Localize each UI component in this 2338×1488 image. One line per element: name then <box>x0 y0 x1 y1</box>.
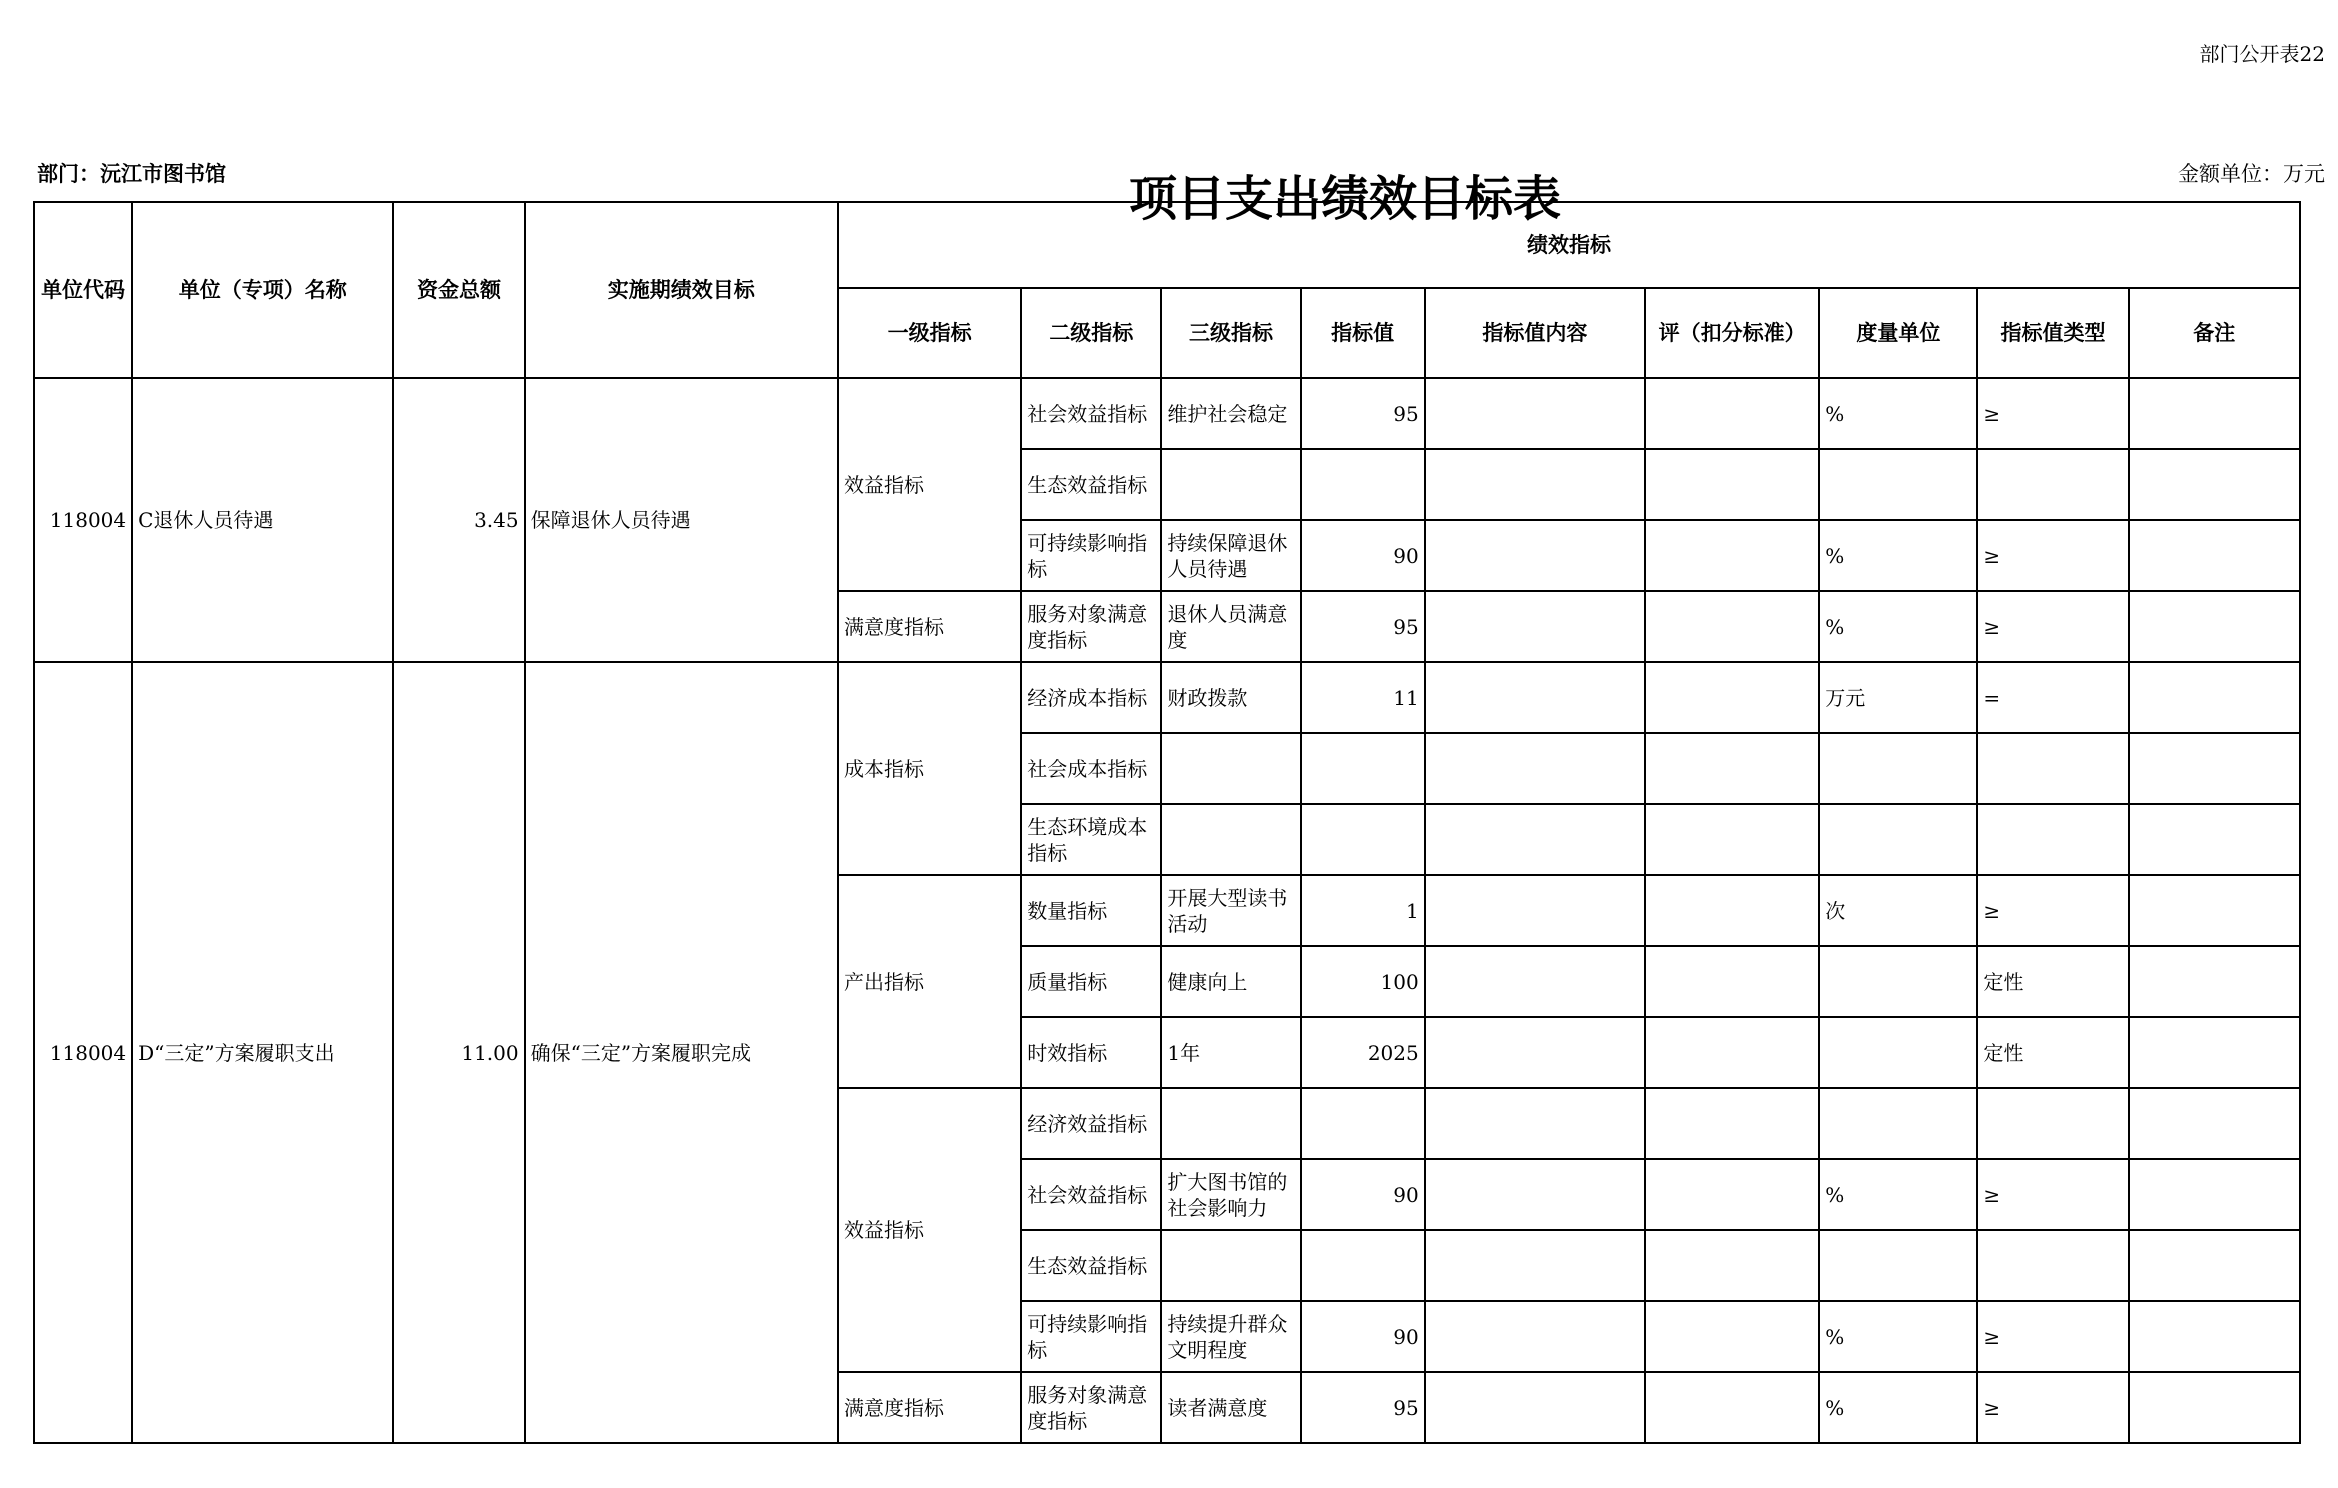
level1-cell: 产出指标 <box>838 875 1021 1088</box>
indicator-value-cell <box>1301 1088 1425 1159</box>
unit-name-cell: D“三定”方案履职支出 <box>132 662 393 1443</box>
unit-code-cell: 118004 <box>34 662 132 1443</box>
header-level1: 一级指标 <box>838 288 1021 378</box>
level2-cell: 经济成本指标 <box>1021 662 1161 733</box>
indicator-content-cell <box>1425 1372 1645 1443</box>
value-type-cell <box>1977 804 2128 875</box>
level3-cell <box>1161 733 1300 804</box>
page-title: 项目支出绩效目标表 <box>1128 171 1561 227</box>
level3-cell <box>1161 449 1300 520</box>
level3-cell <box>1161 1088 1300 1159</box>
level2-cell: 经济效益指标 <box>1021 1088 1161 1159</box>
level3-cell <box>1161 1230 1300 1301</box>
amount-unit-label: 金额单位：万元 <box>2178 162 2325 186</box>
indicator-value-cell: 2025 <box>1301 1017 1425 1088</box>
scoring-cell <box>1645 733 1819 804</box>
header-indicator-value: 指标值 <box>1301 288 1425 378</box>
header-remarks: 备注 <box>2129 288 2300 378</box>
indicator-content-cell <box>1425 1088 1645 1159</box>
value-type-cell <box>1977 733 2128 804</box>
period-goal-cell: 确保“三定”方案履职完成 <box>525 662 838 1443</box>
header-indicator-content: 指标值内容 <box>1425 288 1645 378</box>
measure-unit-cell <box>1819 1088 1977 1159</box>
indicator-content-cell <box>1425 378 1645 449</box>
measure-unit-cell <box>1819 1017 1977 1088</box>
remarks-cell <box>2129 449 2300 520</box>
table-row <box>34 662 2300 733</box>
department-label: 部门：沅江市图书馆 <box>37 162 226 186</box>
measure-unit-cell: % <box>1819 1159 1977 1230</box>
scoring-cell <box>1645 520 1819 591</box>
period-goal-cell: 保障退休人员待遇 <box>525 378 838 662</box>
level1-cell: 满意度指标 <box>838 1372 1021 1443</box>
indicator-value-cell: 1 <box>1301 875 1425 946</box>
remarks-cell <box>2129 1372 2300 1443</box>
scoring-cell <box>1645 1230 1819 1301</box>
measure-unit-cell: % <box>1819 591 1977 662</box>
header-unit-code: 单位代码 <box>34 202 132 378</box>
remarks-cell <box>2129 1017 2300 1088</box>
level1-cell: 效益指标 <box>838 1088 1021 1372</box>
measure-unit-cell <box>1819 449 1977 520</box>
indicator-value-cell <box>1301 1230 1425 1301</box>
measure-unit-cell <box>1819 733 1977 804</box>
header-value-type: 指标值类型 <box>1977 288 2128 378</box>
level3-cell: 健康向上 <box>1161 946 1300 1017</box>
level2-cell: 服务对象满意度指标 <box>1021 1372 1161 1443</box>
scoring-cell <box>1645 1017 1819 1088</box>
remarks-cell <box>2129 520 2300 591</box>
level2-cell: 社会成本指标 <box>1021 733 1161 804</box>
scoring-cell <box>1645 1088 1819 1159</box>
remarks-cell <box>2129 1301 2300 1372</box>
measure-unit-cell: % <box>1819 1301 1977 1372</box>
scoring-cell <box>1645 449 1819 520</box>
measure-unit-cell <box>1819 804 1977 875</box>
remarks-cell <box>2129 946 2300 1017</box>
level2-cell: 质量指标 <box>1021 946 1161 1017</box>
indicator-value-cell: 11 <box>1301 662 1425 733</box>
measure-unit-cell: 次 <box>1819 875 1977 946</box>
level2-cell: 生态效益指标 <box>1021 1230 1161 1301</box>
value-type-cell: ≥ <box>1977 591 2128 662</box>
scoring-cell <box>1645 1372 1819 1443</box>
value-type-cell: ≥ <box>1977 1301 2128 1372</box>
measure-unit-cell <box>1819 1230 1977 1301</box>
indicator-value-cell: 90 <box>1301 1301 1425 1372</box>
indicator-content-cell <box>1425 1230 1645 1301</box>
level2-cell: 生态环境成本指标 <box>1021 804 1161 875</box>
level2-cell: 可持续影响指标 <box>1021 1301 1161 1372</box>
indicator-content-cell <box>1425 591 1645 662</box>
level3-cell <box>1161 804 1300 875</box>
level1-cell: 效益指标 <box>838 378 1021 591</box>
remarks-cell <box>2129 591 2300 662</box>
scoring-cell <box>1645 946 1819 1017</box>
scoring-cell <box>1645 1301 1819 1372</box>
value-type-cell <box>1977 449 2128 520</box>
remarks-cell <box>2129 378 2300 449</box>
level2-cell: 数量指标 <box>1021 875 1161 946</box>
level3-cell: 读者满意度 <box>1161 1372 1300 1443</box>
indicator-content-cell <box>1425 520 1645 591</box>
level1-cell: 满意度指标 <box>838 591 1021 662</box>
table-row <box>34 378 2300 449</box>
value-type-cell: 定性 <box>1977 946 2128 1017</box>
performance-table <box>33 201 2301 1444</box>
indicator-content-cell <box>1425 449 1645 520</box>
scoring-cell <box>1645 591 1819 662</box>
value-type-cell <box>1977 1230 2128 1301</box>
indicator-content-cell <box>1425 946 1645 1017</box>
total-funds-cell: 11.00 <box>393 662 524 1443</box>
indicator-content-cell <box>1425 1301 1645 1372</box>
remarks-cell <box>2129 1159 2300 1230</box>
value-type-cell: 定性 <box>1977 1017 2128 1088</box>
measure-unit-cell: % <box>1819 520 1977 591</box>
measure-unit-cell: % <box>1819 378 1977 449</box>
indicator-value-cell: 90 <box>1301 520 1425 591</box>
indicator-value-cell <box>1301 804 1425 875</box>
value-type-cell: ≥ <box>1977 378 2128 449</box>
header-level3: 三级指标 <box>1161 288 1300 378</box>
header-level2: 二级指标 <box>1021 288 1161 378</box>
header-measure-unit: 度量单位 <box>1819 288 1977 378</box>
indicator-value-cell: 95 <box>1301 591 1425 662</box>
remarks-cell <box>2129 804 2300 875</box>
level2-cell: 服务对象满意度指标 <box>1021 591 1161 662</box>
table-number-label: 部门公开表22 <box>2199 42 2325 66</box>
value-type-cell: ≥ <box>1977 875 2128 946</box>
level2-cell: 可持续影响指标 <box>1021 520 1161 591</box>
indicator-value-cell: 95 <box>1301 378 1425 449</box>
value-type-cell <box>1977 1088 2128 1159</box>
scoring-cell <box>1645 1159 1819 1230</box>
indicator-content-cell <box>1425 875 1645 946</box>
level1-cell: 成本指标 <box>838 662 1021 875</box>
level3-cell: 持续保障退休人员待遇 <box>1161 520 1300 591</box>
level3-cell: 开展大型读书活动 <box>1161 875 1300 946</box>
indicator-value-cell: 90 <box>1301 1159 1425 1230</box>
indicator-value-cell <box>1301 733 1425 804</box>
measure-unit-cell: % <box>1819 1372 1977 1443</box>
header-performance-indicators: 绩效指标 <box>838 202 2300 288</box>
level3-cell: 扩大图书馆的社会影响力 <box>1161 1159 1300 1230</box>
remarks-cell <box>2129 875 2300 946</box>
scoring-cell <box>1645 804 1819 875</box>
value-type-cell: ≥ <box>1977 1159 2128 1230</box>
value-type-cell: ≥ <box>1977 1372 2128 1443</box>
remarks-cell <box>2129 662 2300 733</box>
level3-cell: 持续提升群众文明程度 <box>1161 1301 1300 1372</box>
indicator-content-cell <box>1425 662 1645 733</box>
header-unit-name: 单位（专项）名称 <box>132 202 393 378</box>
measure-unit-cell <box>1819 946 1977 1017</box>
value-type-cell: = <box>1977 662 2128 733</box>
level2-cell: 生态效益指标 <box>1021 449 1161 520</box>
remarks-cell <box>2129 733 2300 804</box>
value-type-cell: ≥ <box>1977 520 2128 591</box>
indicator-content-cell <box>1425 1159 1645 1230</box>
scoring-cell <box>1645 378 1819 449</box>
indicator-value-cell: 100 <box>1301 946 1425 1017</box>
scoring-cell <box>1645 875 1819 946</box>
indicator-content-cell <box>1425 733 1645 804</box>
header-period-goal: 实施期绩效目标 <box>525 202 838 378</box>
level3-cell: 维护社会稳定 <box>1161 378 1300 449</box>
level3-cell: 退休人员满意度 <box>1161 591 1300 662</box>
level3-cell: 1年 <box>1161 1017 1300 1088</box>
remarks-cell <box>2129 1230 2300 1301</box>
header-total-funds: 资金总额 <box>393 202 524 378</box>
remarks-cell <box>2129 1088 2300 1159</box>
level3-cell: 财政拨款 <box>1161 662 1300 733</box>
indicator-content-cell <box>1425 1017 1645 1088</box>
level2-cell: 社会效益指标 <box>1021 378 1161 449</box>
level2-cell: 社会效益指标 <box>1021 1159 1161 1230</box>
level2-cell: 时效指标 <box>1021 1017 1161 1088</box>
scoring-cell <box>1645 662 1819 733</box>
unit-code-cell: 118004 <box>34 378 132 662</box>
total-funds-cell: 3.45 <box>393 378 524 662</box>
indicator-value-cell <box>1301 449 1425 520</box>
measure-unit-cell: 万元 <box>1819 662 1977 733</box>
unit-name-cell: C退休人员待遇 <box>132 378 393 662</box>
indicator-content-cell <box>1425 804 1645 875</box>
header-scoring: 评（扣分标准） <box>1645 288 1819 378</box>
indicator-value-cell: 95 <box>1301 1372 1425 1443</box>
